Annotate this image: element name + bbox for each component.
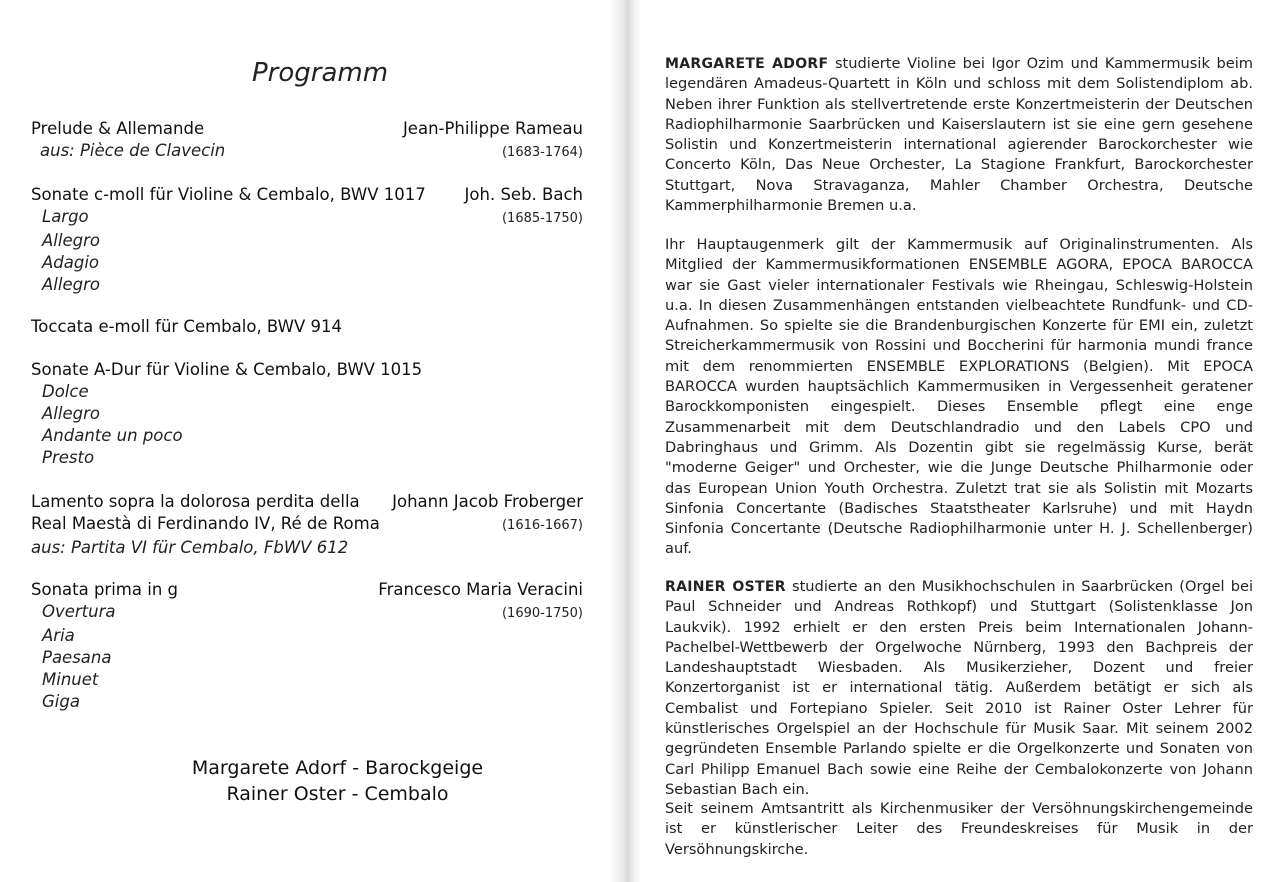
- bio-adorf-paragraph-1: [665, 54, 1253, 216]
- bio-oster-paragraph-1: [665, 577, 1253, 800]
- composer-dates: (1690-1750): [501, 606, 583, 621]
- work-title: Sonate A-Dur für Violine & Cembalo, BWV 1015: [31, 360, 423, 379]
- performers: [120, 755, 555, 807]
- movement: Andante un poco: [42, 426, 183, 445]
- program-page: [0, 0, 620, 882]
- performer-harpsichord: Rainer Oster - Cembalo: [226, 783, 449, 805]
- movement: Paesana: [42, 648, 112, 667]
- bio-adorf-paragraph-2: Ihr Hauptaugenmerk gilt der Kammermusik auf Originalinstrumenten. Als Mitglied der Kammermusikformationen ENSEMBLE AGORA, EPOCA BAROCCA war sie Gast vieler internationaler Festivals wie Rheingau, Schleswig-Holstein u.a. In diesen Zusammenhängen entstanden vielbeachtete Rundfunk- und CD-Aufnahmen. So spielte sie die Brandenburgischen Konzerte für EMI ein, zuletzt Streicherkammermusik von Rossini und Boccherini für harmonia mundi france mit dem renommierten ENSEMBLE EXPLORATIONS (Belgien). Mit EPOCA BAROCCA wurden hauptsächlich Kammermusiken in Vergessenheit geratener Barockkomponisten eingespielt. Dieses Ensemble pflegt eine enge Zusammenarbeit mit dem Deutschlandradio und den Labels CPO und Dabringhaus und Grimm. Als Dozentin gibt sie regelmässig Kurse, berät "moderne Geiger" und Orchester, wie die Junge Deutsche Philharmonie oder das European Union Youth Orchestra. Zuletzt trat sie als Solistin mit Mozarts Sinfonia Concertante (Badisches Staatstheater Karlsruhe) und mit Haydn Sinfonia Concertante (Deutsche Radiophilharmonie unter H. J. Schellenberger) auf.: [665, 236, 1253, 558]
- work-title: Toccata e-moll für Cembalo, BWV 914: [31, 317, 343, 336]
- program-piece: [31, 184, 583, 296]
- bio-text: studierte an den Musikhochschulen in Saarbrücken (Orgel bei Paul Schneider und Andreas Rothkopf) und Stuttgart (Solistenklasse Jon Laukvik). 1992 erhielt er den ersten Preis beim Internationalen Johann-Pachelbel-Wettbewerb der Orgelwoche Nürnberg, 1993 den Bachpreis der Landeshauptstadt Wiesbaden. Als Musikerzieher, Dozent und freier Konzertorganist ist er international tätig. Außerdem betätigt er sich als Cembalist und Fortepiano Spieler. Seit 2010 ist Rainer Oster Lehrer für künstlerisches Orgelspiel an der Hochschule für Musik Saar. Mit seinem 2002 gegründeten Ensemble Parlando spielte er die Orgelkonzerte und Sonaten von Carl Philipp Emanuel Bach sowie eine Reihe der Cembalokonzerte von Johann Sebastian Bach ein.: [665, 578, 1254, 798]
- composer-name: Joh. Seb. Bach: [464, 185, 583, 204]
- movement: Dolce: [42, 382, 89, 401]
- work-title-line2: Real Maestà di Ferdinando IV, Ré de Roma: [31, 514, 380, 533]
- work-subtitle: aus: Partita VI für Cembalo, FbWV 612: [31, 538, 349, 557]
- bio-name-adorf: MARGARETE ADORF: [665, 56, 829, 72]
- page-fold: [608, 0, 644, 882]
- program-piece: [31, 316, 583, 338]
- movement: Overtura: [42, 602, 116, 621]
- movement: Allegro: [42, 231, 100, 250]
- composer-name: Jean-Philippe Rameau: [402, 119, 583, 138]
- performer-violin: Margarete Adorf - Barockgeige: [191, 757, 484, 779]
- work-title-line1: Lamento sopra la dolorosa perdita della: [31, 492, 360, 511]
- composer-dates: (1616-1667): [501, 518, 583, 533]
- movement: Giga: [42, 692, 80, 711]
- movement: Largo: [42, 207, 89, 226]
- program-piece: [31, 118, 583, 164]
- movement: Aria: [42, 626, 75, 645]
- program-title: Programm: [251, 58, 389, 88]
- work-title: Sonata prima in g: [31, 580, 178, 599]
- composer-name: Johann Jacob Froberger: [392, 492, 583, 511]
- program-piece: [31, 359, 583, 469]
- composer-name: Francesco Maria Veracini: [378, 580, 583, 599]
- movement: Allegro: [42, 275, 100, 294]
- bio-name-oster: RAINER OSTER: [665, 579, 786, 595]
- work-title: Prelude & Allemande: [31, 119, 205, 138]
- program-piece: [31, 491, 583, 559]
- movement: Presto: [42, 448, 95, 467]
- composer-dates: (1683-1764): [501, 145, 583, 160]
- work-title: Sonate c-moll für Violine & Cembalo, BWV 1017: [31, 185, 426, 204]
- bio-text: studierte Violine bei Igor Ozim und Kammermusik beim legendären Amadeus-Quartett in Köln und schloss mit dem Solistendiplom ab. Neben ihrer Funktion als stellvertretende erste Konzertmeisterin der Deutschen Radiophilharmonie Saarbrücken und Kaiserslautern ist sie eine gern gesehene Solistin und Konzertmeisterin international agierender Barockorchester wie Concerto Köln, Das Neue Orchester, La Stagione Frankfurt, Barockorchester Stuttgart, Nova Stravaganza, Mahler Chamber Orchestra, Deutsche Kammerphilharmonie Bremen u.a.: [665, 55, 1254, 215]
- bio-oster-paragraph-2: Seit seinem Amtsantritt als Kirchenmusiker der Versöhnungskirchengemeinde ist er künstlerischer Leiter des Freundeskreises für Musik in der Versöhnungskirche.: [665, 800, 1253, 858]
- composer-dates: (1685-1750): [501, 211, 583, 226]
- work-subtitle: aus: Pièce de Clavecin: [40, 141, 226, 160]
- movement: Adagio: [42, 253, 100, 272]
- movement: Allegro: [42, 404, 100, 423]
- program-piece: [31, 579, 583, 713]
- movement: Minuet: [42, 670, 99, 689]
